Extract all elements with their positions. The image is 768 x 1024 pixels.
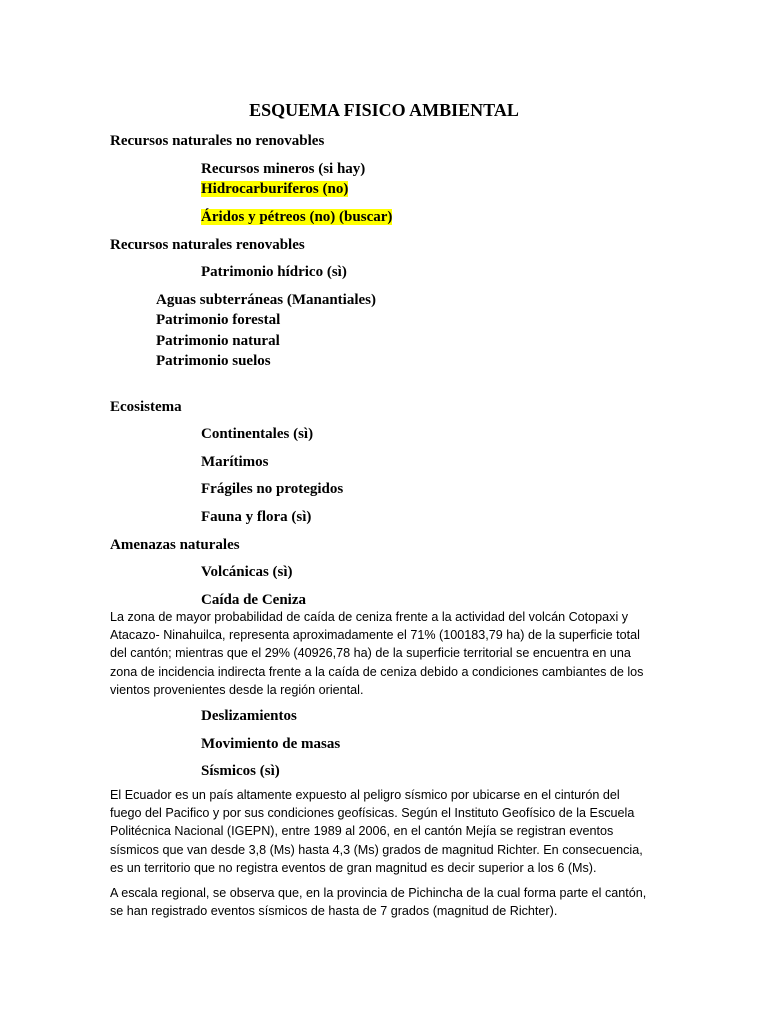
document-title: ESQUEMA FISICO AMBIENTAL bbox=[249, 100, 519, 120]
paragraph-line: Atacazo- Ninahuilca, representa aproximadamente el 71% (100183,79 ha) de la superficie total bbox=[110, 628, 640, 643]
paragraph-line: La zona de mayor probabilidad de caída de ceniza frente a la actividad del volcán Cotopaxi y bbox=[110, 610, 629, 624]
item-fauna-flora: Fauna y flora (sì) bbox=[201, 509, 312, 525]
paragraph-sismico bbox=[110, 786, 660, 877]
item-caida-ceniza: Caída de Ceniza bbox=[201, 592, 306, 608]
item-deslizamientos: Deslizamientos bbox=[201, 708, 297, 724]
paragraph-line: fuego del Pacifico y por sus condiciones geofísicas. Según el Instituto Geofísico de la Escuela bbox=[110, 806, 635, 821]
item-fragiles: Frágiles no protegidos bbox=[201, 481, 344, 497]
paragraph-line: zona de incidencia indirecta frente a la caída de ceniza debido a condiciones cambiantes de los bbox=[110, 664, 644, 679]
item-patrimonio-forestal: Patrimonio forestal bbox=[156, 312, 281, 328]
heading-recursos-no-renovables: Recursos naturales no renovables bbox=[110, 133, 325, 149]
heading-recursos-renovables: Recursos naturales renovables bbox=[110, 237, 305, 253]
paragraph-line: sísmicos que van desde 3,8 (Ms) hasta 4,3 (Ms) grados de magnitud Richter. En consecuencia, bbox=[110, 842, 643, 857]
item-aguas-subterraneas: Aguas subterráneas (Manantiales) bbox=[156, 292, 376, 308]
highlight-aridos-petreos: Áridos y pétreos (no) (buscar) bbox=[201, 209, 393, 225]
item-maritimos: Marítimos bbox=[201, 454, 269, 470]
item-patrimonio-natural: Patrimonio natural bbox=[156, 333, 280, 349]
item-movimiento-masas: Movimiento de masas bbox=[201, 736, 341, 752]
item-sismicos: Sísmicos (sì) bbox=[201, 763, 280, 779]
highlight-hidrocarburiferos: Hidrocarburiferos (no) bbox=[201, 181, 349, 197]
item-recursos-mineros: Recursos mineros (si hay) bbox=[201, 161, 366, 177]
item-aridos-petreos bbox=[201, 208, 392, 227]
paragraph-line: del cantón; mientras que el 29% (40926,78 ha) de la superficie territorial se encuentra en una bbox=[110, 646, 631, 661]
item-patrimonio-hidrico: Patrimonio hídrico (sì) bbox=[201, 264, 347, 280]
paragraph-caida-ceniza bbox=[110, 608, 660, 699]
item-volcanicas: Volcánicas (sì) bbox=[201, 564, 293, 580]
paragraph-line: vientos provenientes desde la región oriental. bbox=[110, 682, 364, 697]
paragraph-line: El Ecuador es un país altamente expuesto al peligro sísmico por ubicarse en el cinturón del bbox=[110, 788, 620, 802]
paragraph-line: Politécnica Nacional (IGEPN), entre 1989 al 2006, en el cantón Mejía se registran eventos bbox=[110, 824, 614, 839]
paragraph-line: A escala regional, se observa que, en la provincia de Pichincha de la cual forma parte el cantón, bbox=[110, 886, 647, 900]
item-hidrocarburiferos bbox=[201, 180, 348, 199]
paragraph-line: se han registrado eventos sísmicos de hasta de 7 grados (magnitud de Richter). bbox=[110, 904, 558, 919]
paragraph-line: es un territorio que no registra eventos de gran magnitud es decir superior a los 6 (Ms). bbox=[110, 860, 597, 875]
heading-amenazas-naturales: Amenazas naturales bbox=[110, 537, 240, 553]
paragraph-regional bbox=[110, 884, 660, 920]
item-continentales: Continentales (sì) bbox=[201, 426, 314, 442]
item-patrimonio-suelos: Patrimonio suelos bbox=[156, 353, 271, 369]
heading-ecosistema: Ecosistema bbox=[110, 399, 182, 415]
